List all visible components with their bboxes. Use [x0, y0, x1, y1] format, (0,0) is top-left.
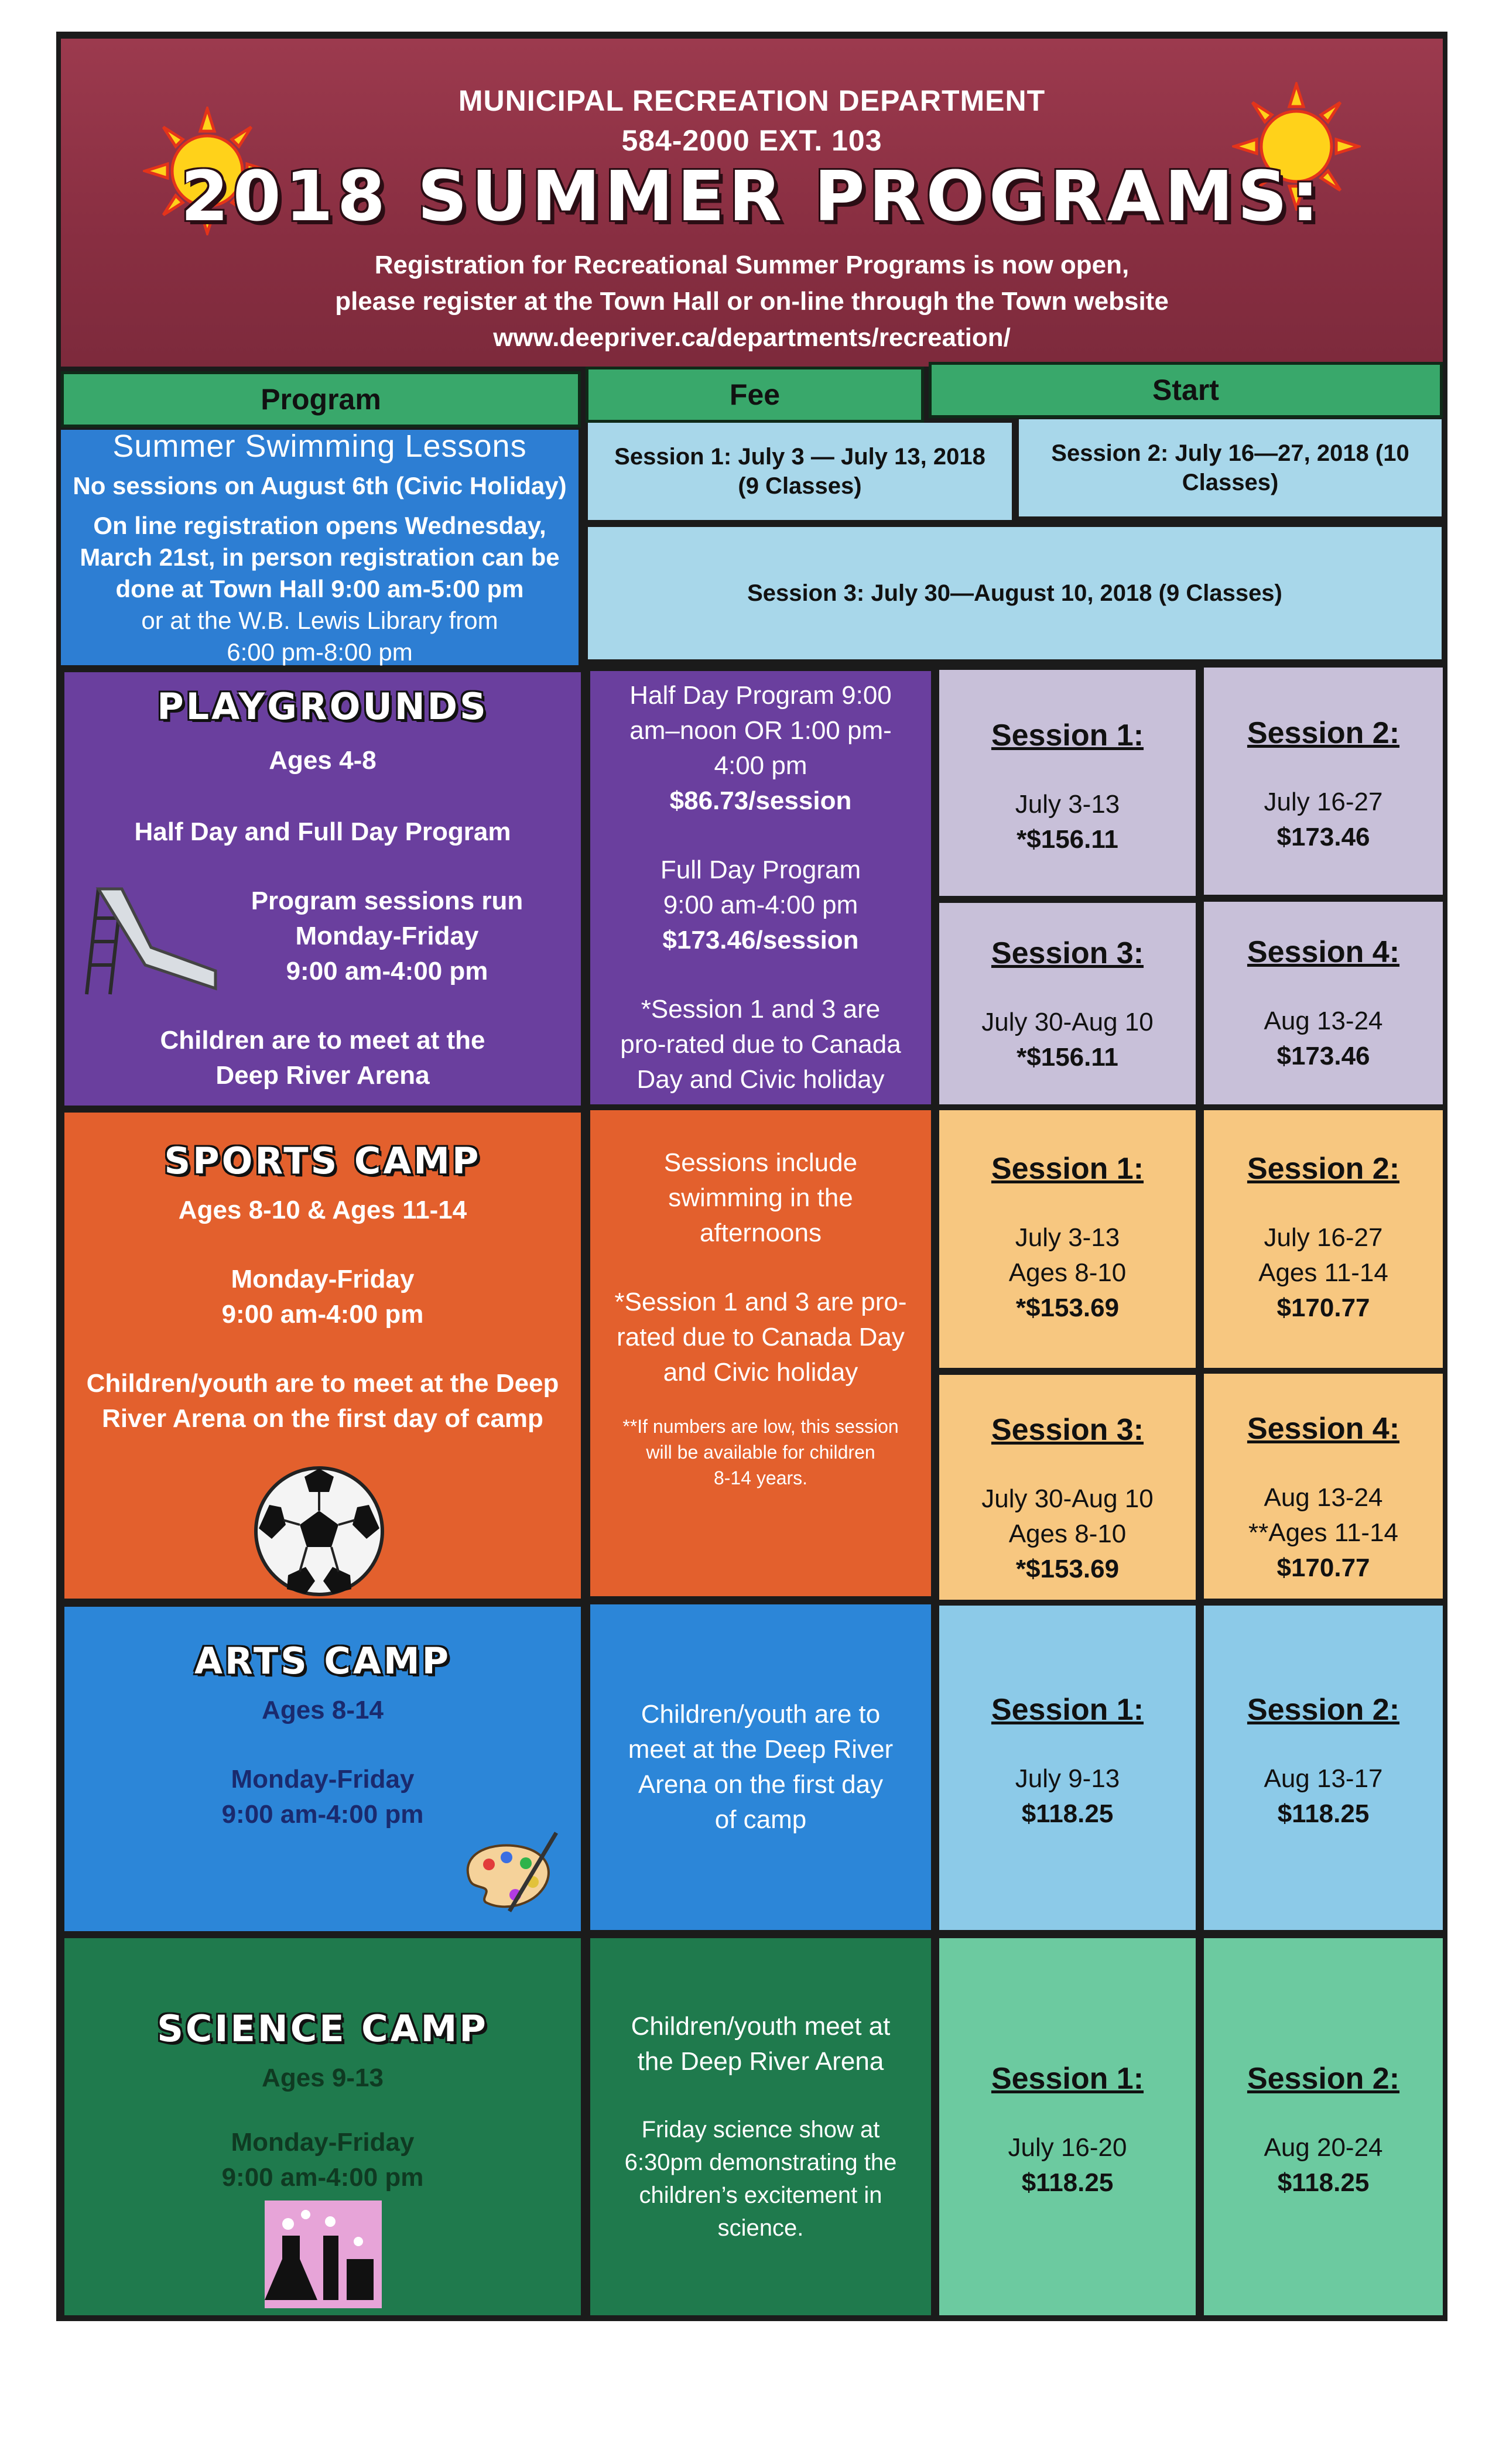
arts-hours: 9:00 am-4:00 pm — [221, 1800, 424, 1829]
fee-line: Half Day Program 9:00 — [629, 681, 892, 710]
swimming-registration-line: March 21st, in person registration can be — [80, 543, 560, 571]
fee-line: science. — [717, 2215, 804, 2241]
fee-line: Children/youth meet at — [631, 2012, 891, 2041]
session-label: Session 2: — [1247, 2062, 1400, 2096]
session-classes: Classes) — [1182, 470, 1279, 495]
session-dates: Aug 20-24 — [1264, 2133, 1383, 2162]
session-ages: Ages 8-10 — [1008, 1258, 1127, 1287]
fee-small-note: **If numbers are low, this session — [622, 1416, 899, 1437]
session-dates: Session 1: July 3 — July 13, 2018 — [614, 444, 985, 470]
playgrounds-schedule-line: 9:00 am-4:00 pm — [286, 956, 488, 985]
swimming-session-2 — [1019, 419, 1442, 516]
fee-line: 9:00 am-4:00 pm — [663, 891, 858, 919]
session-price: $173.46 — [1276, 823, 1370, 851]
arts-program-cell — [64, 1607, 581, 1931]
fee-small-note: will be available for children — [646, 1442, 875, 1463]
sports-hours: 9:00 am-4:00 pm — [221, 1300, 424, 1329]
session-label: Session 2: — [1247, 1152, 1400, 1186]
department-heading — [61, 81, 1443, 160]
session-ages: **Ages 11-14 — [1248, 1518, 1399, 1547]
swimming-program-cell — [61, 430, 579, 665]
session-label: Session 1: — [991, 718, 1144, 752]
session-price: *$156.11 — [1017, 825, 1118, 854]
playgrounds-schedule-line: Program sessions run — [251, 886, 523, 915]
fee-note: rated due to Canada Day — [617, 1323, 905, 1351]
session-dates: July 16-27 — [1264, 1223, 1383, 1252]
science-title: SCIENCE CAMP — [157, 2007, 488, 2050]
session-label: Session 1: — [991, 1152, 1144, 1186]
session-price: $173.46 — [1276, 1042, 1370, 1070]
arts-fee-cell — [590, 1604, 931, 1930]
session-label: Session 3: — [991, 1413, 1144, 1447]
fee-note: and Civic holiday — [663, 1358, 858, 1387]
sports-session-1 — [939, 1110, 1196, 1368]
fee-line: am–noon OR 1:00 pm- — [629, 716, 892, 745]
playgrounds-session-4 — [1204, 902, 1443, 1104]
sports-session-4 — [1204, 1374, 1443, 1599]
science-session-1 — [939, 1938, 1196, 2315]
session-price: *$153.69 — [1015, 1293, 1120, 1322]
session-dates: July 3-13 — [1015, 790, 1120, 819]
fee-line: afternoons — [700, 1219, 822, 1247]
fee-line: Arena on the first day — [638, 1770, 884, 1799]
session-dates: July 16-20 — [1008, 2133, 1127, 2162]
fee-note: pro-rated due to Canada — [620, 1030, 901, 1059]
fee-line: 4:00 pm — [714, 751, 807, 780]
sports-fee-cell — [590, 1110, 931, 1596]
registration-line: Registration for Recreational Summer Programs is now open, — [374, 251, 1130, 279]
sports-session-2 — [1204, 1110, 1443, 1368]
session-label: Session 1: — [991, 1693, 1144, 1727]
session-dates: Session 3: July 30—August 10, 2018 (9 Classes) — [747, 580, 1282, 606]
fee-price: $86.73/session — [669, 786, 852, 815]
fee-line: Full Day Program — [660, 855, 861, 884]
sports-days: Monday-Friday — [231, 1265, 415, 1293]
playgrounds-program-cell — [64, 672, 581, 1106]
fee-line: Friday science show at — [641, 2117, 880, 2143]
session-price: $118.25 — [1021, 2168, 1114, 2197]
swimming-session-3 — [588, 527, 1442, 659]
session-dates: July 16-27 — [1264, 788, 1383, 816]
swimming-registration-line: or at the W.B. Lewis Library from — [141, 607, 498, 634]
fee-small-note: 8-14 years. — [713, 1467, 808, 1488]
session-label: Session 1: — [991, 2062, 1144, 2096]
fee-line: the Deep River Arena — [637, 2047, 884, 2076]
session-dates: Aug 13-24 — [1264, 1007, 1383, 1035]
registration-line: please register at the Town Hall or on-line through the Town website — [335, 287, 1169, 316]
session-label: Session 2: — [1247, 716, 1400, 750]
column-header-fee: Fee — [586, 367, 924, 423]
sports-session-3 — [939, 1375, 1196, 1600]
playgrounds-schedule-line: Monday-Friday — [295, 921, 479, 950]
sports-title: SPORTS CAMP — [164, 1139, 481, 1182]
fee-line: 6:30pm demonstrating the — [624, 2150, 897, 2175]
playgrounds-session-2 — [1204, 668, 1443, 895]
fee-line: of camp — [714, 1805, 807, 1834]
arts-session-1 — [939, 1606, 1196, 1930]
session-price: $170.77 — [1276, 1293, 1370, 1322]
swimming-holiday-note: No sessions on August 6th (Civic Holiday) — [73, 472, 567, 499]
swimming-registration-line: done at Town Hall 9:00 am-5:00 pm — [115, 575, 524, 603]
slide-icon — [75, 883, 227, 1000]
session-label: Session 3: — [991, 936, 1144, 970]
science-session-2 — [1204, 1938, 1443, 2315]
session-price: $118.25 — [1021, 1799, 1114, 1828]
swimming-registration-line: On line registration opens Wednesday, — [93, 512, 546, 539]
science-days: Monday-Friday — [231, 2128, 415, 2157]
soccer-ball-icon — [252, 1464, 386, 1599]
fee-line: Children/youth are to — [641, 1700, 881, 1729]
website-link[interactable]: www.deepriver.ca/departments/recreation/ — [493, 323, 1011, 352]
session-dates: Aug 13-24 — [1264, 1483, 1383, 1512]
science-fee-cell — [590, 1938, 931, 2315]
swimming-session-1 — [588, 423, 1012, 520]
session-label: Session 4: — [1247, 935, 1400, 969]
playgrounds-meeting-line: Children are to meet at the — [160, 1025, 485, 1055]
science-beakers-icon — [265, 2201, 382, 2308]
fee-line: meet at the Deep River — [628, 1735, 894, 1764]
playgrounds-title: PLAYGROUNDS — [157, 685, 488, 728]
column-header-program: Program — [61, 371, 581, 427]
fee-price: $173.46/session — [662, 926, 859, 954]
session-classes: (9 Classes) — [738, 473, 862, 499]
paint-palette-icon — [457, 1829, 562, 1917]
registration-info — [61, 247, 1443, 356]
fee-line: swimming in the — [668, 1183, 853, 1212]
session-price: $118.25 — [1277, 1799, 1370, 1828]
session-dates: Aug 13-17 — [1264, 1764, 1383, 1793]
playgrounds-session-3 — [939, 903, 1196, 1104]
playgrounds-fee-cell — [590, 671, 931, 1104]
session-label: Session 4: — [1247, 1412, 1400, 1446]
playgrounds-ages: Ages 4-8 — [269, 745, 377, 775]
session-dates: July 30-Aug 10 — [981, 1484, 1154, 1513]
arts-session-2 — [1204, 1606, 1443, 1930]
science-program-cell — [64, 1938, 581, 2315]
header-banner — [61, 39, 1443, 367]
session-dates: July 3-13 — [1015, 1223, 1120, 1252]
arts-ages: Ages 8-14 — [262, 1696, 384, 1724]
sports-ages: Ages 8-10 & Ages 11-14 — [178, 1196, 467, 1224]
playgrounds-meeting-line: Deep River Arena — [215, 1060, 430, 1090]
department-name: MUNICIPAL RECREATION DEPARTMENT — [458, 84, 1046, 117]
playgrounds-program-type: Half Day and Full Day Program — [134, 817, 511, 846]
sports-program-cell — [64, 1113, 581, 1599]
page-title: 2018 SUMMER PROGRAMS: — [180, 156, 1323, 237]
swimming-title: Summer Swimming Lessons — [112, 429, 527, 464]
fee-note: Day and Civic holiday — [636, 1065, 885, 1094]
session-price: $118.25 — [1277, 2168, 1370, 2197]
sports-meeting-line: River Arena on the first day of camp — [102, 1404, 543, 1433]
session-price: *$153.69 — [1015, 1555, 1120, 1583]
session-price: $170.77 — [1276, 1553, 1370, 1582]
swimming-registration-line: 6:00 pm-8:00 pm — [227, 638, 413, 666]
column-header-start: Start — [929, 362, 1443, 418]
fee-note: *Session 1 and 3 are — [641, 995, 881, 1024]
science-ages: Ages 9-13 — [262, 2063, 384, 2092]
fee-line: children’s excitement in — [639, 2182, 882, 2208]
session-dates: July 30-Aug 10 — [981, 1008, 1154, 1036]
science-hours: 9:00 am-4:00 pm — [221, 2163, 424, 2192]
session-ages: Ages 11-14 — [1258, 1258, 1388, 1287]
session-price: *$156.11 — [1017, 1043, 1118, 1072]
arts-title: ARTS CAMP — [194, 1640, 451, 1682]
session-ages: Ages 8-10 — [1008, 1520, 1127, 1548]
arts-days: Monday-Friday — [231, 1765, 415, 1794]
department-phone: 584-2000 EXT. 103 — [621, 124, 882, 157]
playgrounds-session-1 — [939, 670, 1196, 896]
fee-line: Sessions include — [663, 1148, 858, 1177]
session-dates: Session 2: July 16—27, 2018 (10 — [1051, 440, 1409, 466]
sports-meeting-line: Children/youth are to meet at the Deep — [86, 1369, 559, 1398]
session-dates: July 9-13 — [1015, 1764, 1120, 1793]
fee-note: *Session 1 and 3 are pro- — [614, 1288, 907, 1316]
session-label: Session 2: — [1247, 1693, 1400, 1727]
